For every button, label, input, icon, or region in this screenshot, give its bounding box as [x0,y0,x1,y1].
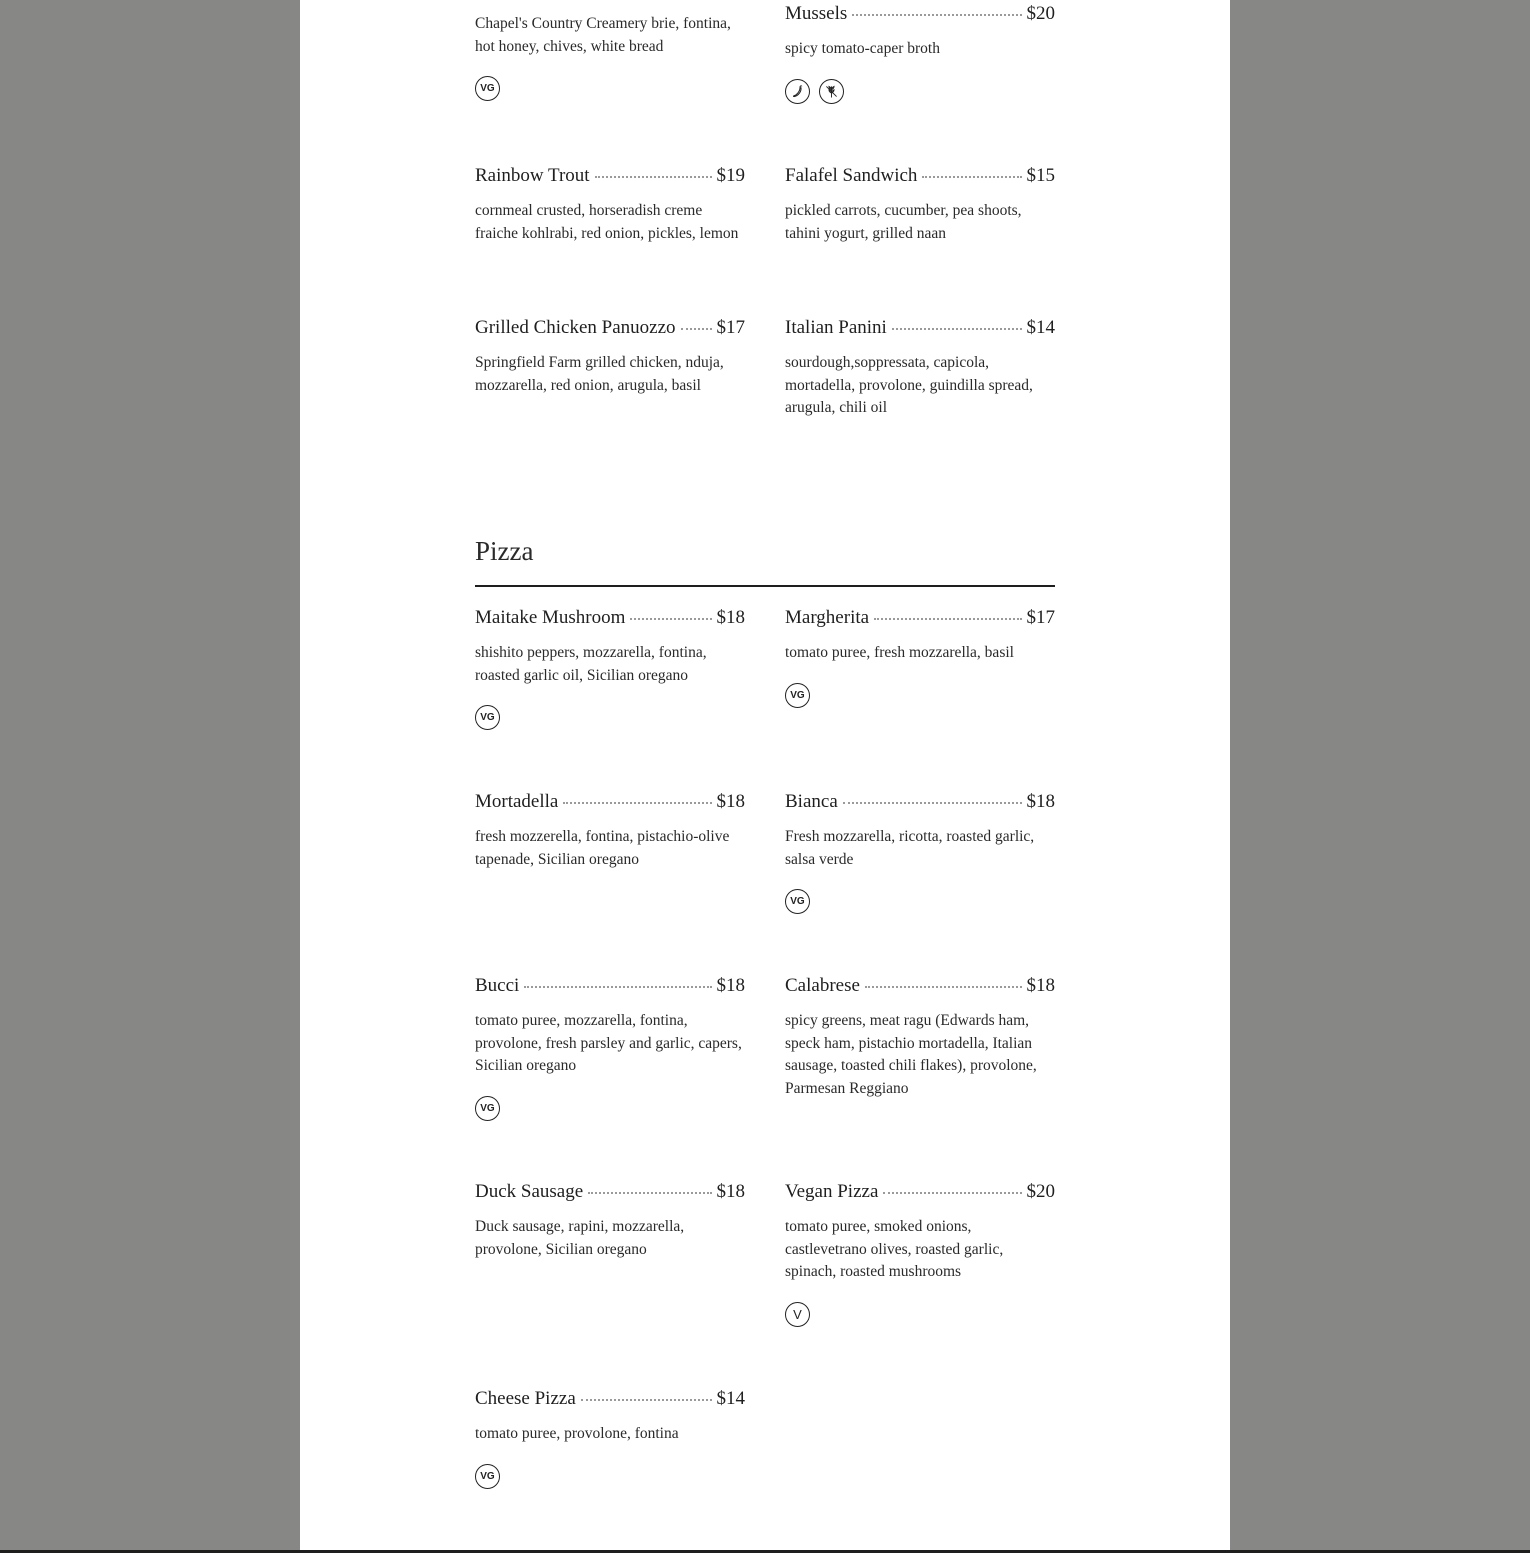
item-name: Cheese Pizza [475,1388,576,1409]
menu-item-maitake-mushroom [475,607,745,730]
dotted-leader [595,176,712,178]
vegetarian-icon: VG [475,705,500,730]
gluten-free-icon [819,79,844,104]
item-description: tomato puree, mozzarella, fontina, provolone, fresh parsley and garlic, capers, Sicilian oregano [475,1012,742,1074]
item-description: spicy tomato-caper broth [785,40,940,57]
menu-item-calabrese [785,975,1055,1100]
menu-item-duck-sausage [475,1181,745,1261]
item-price: $18 [716,1181,745,1202]
menu-page [300,0,1230,1550]
item-price: $20 [1026,3,1055,24]
dotted-leader [883,1192,1021,1194]
item-description: spicy greens, meat ragu (Edwards ham, speck ham, pistachio mortadella, Italian sausage, toasted chili flakes), provolone, Parmesan Reggiano [785,1012,1037,1097]
dotted-leader [524,986,711,988]
dietary-tags [475,1096,745,1121]
dietary-tags [785,79,1055,104]
spicy-pepper-icon [785,79,810,104]
item-price: $15 [1026,165,1055,186]
dotted-leader [581,1399,712,1401]
dotted-leader [852,14,1021,16]
vegetarian-icon: VG [475,1096,500,1121]
item-name: Vegan Pizza [785,1181,879,1202]
menu-item-bucci [475,975,745,1121]
dotted-leader [681,328,712,330]
item-price: $19 [716,165,745,186]
item-name: Margherita [785,607,870,628]
dotted-leader [843,802,1022,804]
menu-item-mortadella [475,791,745,871]
dietary-tags [785,683,1055,708]
item-name: Maitake Mushroom [475,607,626,628]
dotted-leader [874,618,1021,620]
menu-item-italian-panini [785,317,1055,420]
item-price: $14 [716,1388,745,1409]
dietary-tags [785,889,1055,914]
menu-item-vegan-pizza [785,1181,1055,1327]
dotted-leader [892,328,1022,330]
item-description: tomato puree, fresh mozzarella, basil [785,644,1014,661]
item-description: Springfield Farm grilled chicken, nduja, mozzarella, red onion, arugula, basil [475,354,724,394]
item-description: tomato puree, provolone, fontina [475,1425,679,1442]
menu-item-cheese-pizza [475,1388,745,1489]
dietary-tags [475,705,745,730]
item-price: $18 [716,791,745,812]
item-price: $20 [1026,1181,1055,1202]
menu-item-falafel-sandwich [785,165,1055,245]
item-name: Mussels [785,3,848,24]
item-name: Bucci [475,975,520,996]
item-description: Fresh mozzarella, ricotta, roasted garlic, salsa verde [785,828,1035,868]
item-description: Chapel's Country Creamery brie, fontina, hot honey, chives, white bread [475,15,731,55]
item-description: Duck sausage, rapini, mozzarella, provolone, Sicilian oregano [475,1218,685,1258]
vegetarian-icon: VG [785,683,810,708]
section-divider [475,585,1055,587]
item-name: Grilled Chicken Panuozzo [475,317,676,338]
item-price: $17 [716,317,745,338]
section-title-pizza: Pizza [475,536,534,566]
item-name: Duck Sausage [475,1181,584,1202]
menu-item-bianca [785,791,1055,914]
vegan-icon: V [785,1302,810,1327]
dotted-leader [563,802,711,804]
item-description: cornmeal crusted, horseradish creme fraiche kohlrabi, red onion, pickles, lemon [475,202,739,242]
item-name: Mortadella [475,791,559,812]
item-name: Bianca [785,791,838,812]
item-description: pickled carrots, cucumber, pea shoots, tahini yogurt, grilled naan [785,202,1022,242]
dietary-tags [475,1464,745,1489]
item-price: $18 [1026,791,1055,812]
dietary-tags [785,1302,1055,1327]
item-description: sourdough,soppressata, capicola, mortadella, provolone, guindilla spread, arugula, chili oil [785,354,1033,416]
menu-item-brie [475,13,745,101]
item-price: $14 [1026,317,1055,338]
item-name: Rainbow Trout [475,165,590,186]
vegetarian-icon: VG [475,76,500,101]
dotted-leader [865,986,1022,988]
item-name: Italian Panini [785,317,887,338]
item-price: $18 [1026,975,1055,996]
dotted-leader [922,176,1021,178]
menu-item-grilled-chicken-panuozzo [475,317,745,397]
dotted-leader [588,1192,711,1194]
menu-item-margherita [785,607,1055,708]
item-description: tomato puree, smoked onions, castlevetrano olives, roasted garlic, spinach, roasted mushrooms [785,1218,1004,1280]
item-name: Falafel Sandwich [785,165,918,186]
item-price: $18 [716,975,745,996]
item-price: $17 [1026,607,1055,628]
vegetarian-icon: VG [475,1464,500,1489]
dietary-tags [475,76,745,101]
item-description: fresh mozzerella, fontina, pistachio-olive tapenade, Sicilian oregano [475,828,730,868]
vegetarian-icon: VG [785,889,810,914]
item-name: Calabrese [785,975,860,996]
item-price: $18 [716,607,745,628]
item-description: shishito peppers, mozzarella, fontina, roasted garlic oil, Sicilian oregano [475,644,707,684]
dotted-leader [630,618,711,620]
menu-item-rainbow-trout [475,165,745,245]
menu-item-mussels [785,3,1055,104]
